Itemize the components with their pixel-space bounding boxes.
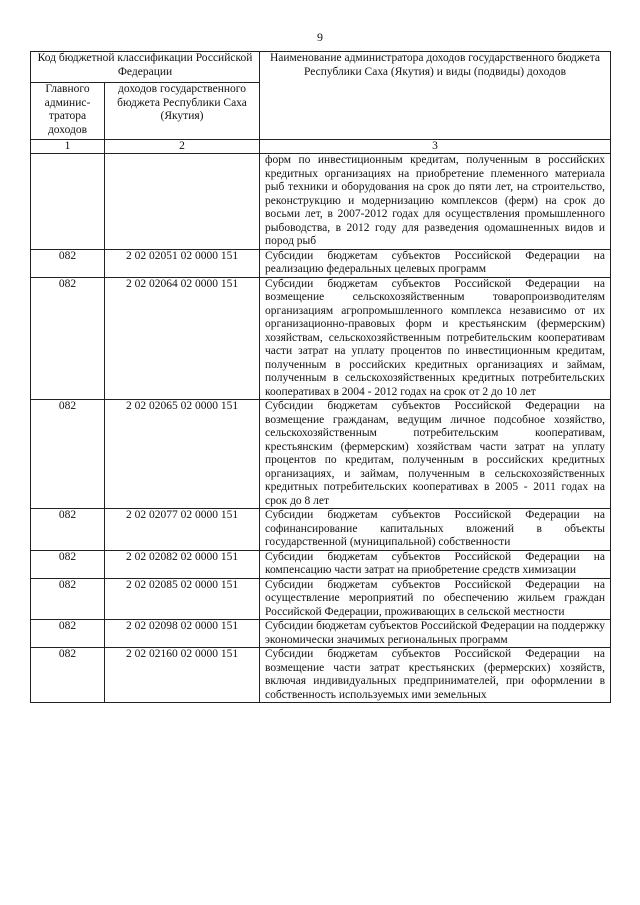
admin-code-cell: 082: [31, 648, 105, 703]
income-name-cell: форм по инвестиционным кредитам, полученным в российских кредитных организациях на приобретение племенного материала рыб техники и оборудования на срок до пяти лет, на строительство, реконструкцию и модернизацию комплексов (ферм) на срок до восьми лет, в 2007-2012 годах для осуществления промышленного рыбоводства, в 2012 году для разведения одомашненных видов и пород рыб: [260, 154, 611, 250]
income-name-cell: Субсидии бюджетам субъектов Российской Федерации на возмещение сельскохозяйственным товаропроизводителям организациям агропромышленного комплекса независимо от их организационно-правовых форм и крестьянским (фермерским) хозяйствам, сельскохозяйственным потребительским кооперативам части затрат на уплату процентов по инвестиционным кредитам, полученным в российских кредитных организациях и займам, полученным в сельскохозяйственных кредитных потребительских кооперативах в 2004 - 2012 годах на срок от 2 до 10 лет: [260, 277, 611, 400]
header-row-top: [31, 52, 611, 83]
admin-code-cell: 082: [31, 550, 105, 578]
income-code-cell: 2 02 02085 02 0000 151: [105, 578, 260, 620]
column-number-2: 2: [105, 140, 260, 154]
income-code-cell: 2 02 02077 02 0000 151: [105, 509, 260, 551]
income-code-cell: [105, 154, 260, 250]
table-row: [31, 550, 611, 578]
admin-code-cell: 082: [31, 249, 105, 277]
income-name-cell: Субсидии бюджетам субъектов Российской Федерации на поддержку экономически значимых региональных программ: [260, 620, 611, 648]
table-row: [31, 400, 611, 509]
header-name-column: Наименование администратора доходов государственного бюджета Республики Саха (Якутия) и виды (подвиды) доходов: [260, 52, 611, 140]
table-row: [31, 277, 611, 400]
admin-code-cell: [31, 154, 105, 250]
table-row: [31, 154, 611, 250]
header-income-column: доходов государственного бюджета Республики Саха (Якутия): [105, 83, 260, 140]
header-admin-column: Главного админис-тратора доходов: [31, 83, 105, 140]
table-row: [31, 509, 611, 551]
income-name-cell: Субсидии бюджетам субъектов Российской Федерации на возмещение части затрат крестьянских (фермерских) хозяйств, включая индивидуальных предпринимателей, при оформлении в собственность используемых ими земельных: [260, 648, 611, 703]
admin-code-cell: 082: [31, 400, 105, 509]
table-row: [31, 620, 611, 648]
header-classification-code: Код бюджетной классификации Российской Федерации: [31, 52, 260, 83]
income-name-cell: Субсидии бюджетам субъектов Российской Федерации на осуществление мероприятий по обеспечению жильем граждан Российской Федерации, проживающих в сельской местности: [260, 578, 611, 620]
admin-code-cell: 082: [31, 620, 105, 648]
income-name-cell: Субсидии бюджетам субъектов Российской Федерации на компенсацию части затрат на приобретение средств химизации: [260, 550, 611, 578]
income-code-cell: 2 02 02082 02 0000 151: [105, 550, 260, 578]
income-name-cell: Субсидии бюджетам субъектов Российской Федерации на реализацию федеральных целевых программ: [260, 249, 611, 277]
income-name-cell: Субсидии бюджетам субъектов Российской Федерации на возмещение гражданам, ведущим личное подсобное хозяйство, сельскохозяйственным потребительским кооперативам, крестьянским (фермерским) хозяйствам части затрат на уплату процентов по кредитам, полученным в российских кредитных организациях, и займам, полученным в сельскохозяйственных кредитных потребительских кооперативах в 2005 - 2011 годах на срок до 8 лет: [260, 400, 611, 509]
admin-code-cell: 082: [31, 277, 105, 400]
income-code-cell: 2 02 02160 02 0000 151: [105, 648, 260, 703]
column-number-row: [31, 140, 611, 154]
page-number: 9: [317, 30, 323, 44]
table-row: [31, 648, 611, 703]
table-row: [31, 249, 611, 277]
column-number-1: 1: [31, 140, 105, 154]
income-code-cell: 2 02 02051 02 0000 151: [105, 249, 260, 277]
admin-code-cell: 082: [31, 578, 105, 620]
income-name-cell: Субсидии бюджетам субъектов Российской Федерации на софинансирование капитальных вложений в объекты государственной (муниципальной) собственности: [260, 509, 611, 551]
admin-code-cell: 082: [31, 509, 105, 551]
income-code-cell: 2 02 02098 02 0000 151: [105, 620, 260, 648]
table-row: [31, 578, 611, 620]
income-code-cell: 2 02 02064 02 0000 151: [105, 277, 260, 400]
column-number-3: 3: [260, 140, 611, 154]
income-code-cell: 2 02 02065 02 0000 151: [105, 400, 260, 509]
budget-classification-table: [30, 51, 611, 703]
